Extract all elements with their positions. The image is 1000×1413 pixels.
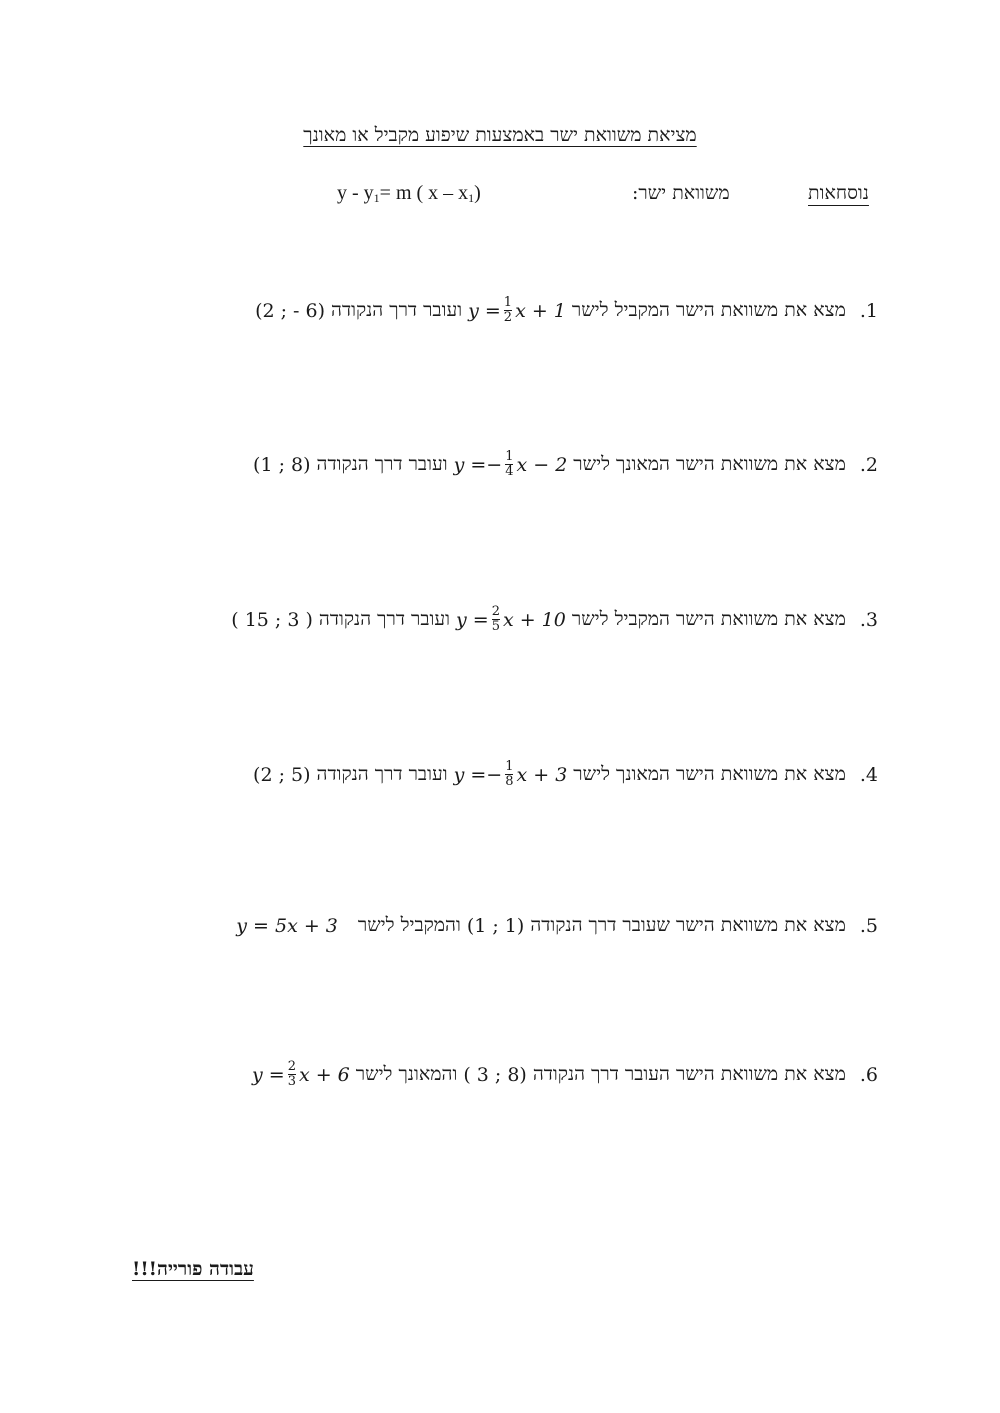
point-coordinates: ( 15 ; 3 ) — [231, 608, 313, 631]
line-equation-label: משוואת ישר: — [632, 182, 730, 204]
formula-part-prefix: y - y — [337, 182, 374, 204]
formula-sub-x: 1 — [468, 191, 475, 205]
question-text: מצא את משוואת הישר המאונך לישר — [573, 453, 846, 475]
fraction-numerator: 1 — [505, 449, 514, 464]
equation-sign: − — [486, 763, 503, 786]
question-text-after: ועובר דרך הנקודה — [318, 608, 450, 630]
fraction — [505, 760, 513, 789]
question-text: מצא את משוואת הישר המקביל לישר — [571, 608, 846, 630]
equation-plain: y = 5x + 3 — [236, 914, 338, 937]
question-text-after: ועובר דרך הנקודה — [316, 453, 448, 475]
line-equation — [456, 605, 566, 634]
equation-rest: x + 1 — [515, 299, 566, 322]
formula-part-mid: = m ( x – x — [379, 182, 469, 204]
fraction-denominator: 4 — [505, 464, 514, 479]
equation-lhs: y = — [453, 763, 487, 786]
equation-rest: x + 6 — [298, 1063, 350, 1086]
fraction-numerator: 1 — [503, 295, 513, 310]
line-equation — [236, 915, 338, 937]
equation-lhs: y = — [251, 1063, 285, 1086]
point-slope-formula — [337, 182, 481, 206]
question-number: 6. — [859, 1063, 878, 1086]
question-6 — [246, 1060, 878, 1089]
equation-rest: x + 3 — [516, 763, 568, 786]
closing-message: עבודה פורייה!!! — [132, 1258, 254, 1280]
line-equation — [468, 296, 566, 325]
equation-lhs: y = — [468, 299, 501, 322]
point-coordinates: (1 ; 1) — [466, 914, 525, 937]
fraction-numerator: 2 — [287, 1059, 296, 1074]
formula-part-suffix: ) — [474, 182, 481, 204]
question-text: מצא את משוואת הישר המאונך לישר — [573, 763, 846, 785]
point-coordinates: ( 3 ; 8) — [463, 1063, 527, 1086]
question-1 — [255, 296, 878, 325]
page-title: מציאת משוואת ישר באמצעות שיפוע מקביל או מאונך — [303, 124, 697, 146]
question-4 — [253, 760, 878, 789]
question-text: מצא את משוואת הישר שעובר דרך הנקודה — [530, 914, 846, 936]
point-coordinates: (2 ; - 6) — [255, 299, 326, 322]
question-number: 4. — [859, 763, 878, 786]
question-number: 2. — [859, 453, 878, 476]
point-coordinates: (2 ; 5) — [253, 763, 311, 786]
fraction-denominator: 2 — [503, 310, 513, 325]
fraction — [505, 450, 513, 479]
question-text-after: ועובר דרך הנקודה — [331, 299, 463, 321]
equation-rest: x + 10 — [502, 608, 566, 631]
question-number: 3. — [859, 608, 878, 631]
equation-lhs: y = — [453, 453, 487, 476]
question-text-after: והמאונך לישר — [355, 1063, 458, 1085]
formula-sub-y: 1 — [373, 191, 380, 205]
question-3 — [231, 605, 878, 634]
question-text: מצא את משוואת הישר המקביל לישר — [571, 299, 846, 321]
question-number: 1. — [859, 299, 878, 322]
point-coordinates: (1 ; 8) — [253, 453, 311, 476]
line-equation — [454, 450, 568, 479]
question-text-after: והמקביל לישר — [357, 914, 461, 936]
equation-lhs: y = — [455, 608, 489, 631]
equation-rest: x − 2 — [516, 453, 568, 476]
fraction — [492, 605, 500, 634]
fraction — [288, 1060, 296, 1089]
equation-sign: − — [486, 453, 503, 476]
line-equation — [454, 760, 568, 789]
question-5 — [230, 914, 878, 937]
formulas-label: נוסחאות — [808, 182, 869, 204]
question-text: מצא את משוואת הישר העובר דרך הנקודה — [532, 1063, 846, 1085]
fraction-numerator: 1 — [505, 759, 514, 774]
question-number: 5. — [859, 914, 878, 937]
question-text-after: ועובר דרך הנקודה — [316, 763, 448, 785]
line-equation — [252, 1060, 350, 1089]
fraction-denominator: 8 — [505, 774, 514, 789]
question-2 — [253, 450, 878, 479]
fraction — [504, 296, 512, 325]
fraction-denominator: 5 — [491, 619, 500, 634]
fraction-denominator: 3 — [287, 1074, 296, 1089]
fraction-numerator: 2 — [491, 604, 500, 619]
